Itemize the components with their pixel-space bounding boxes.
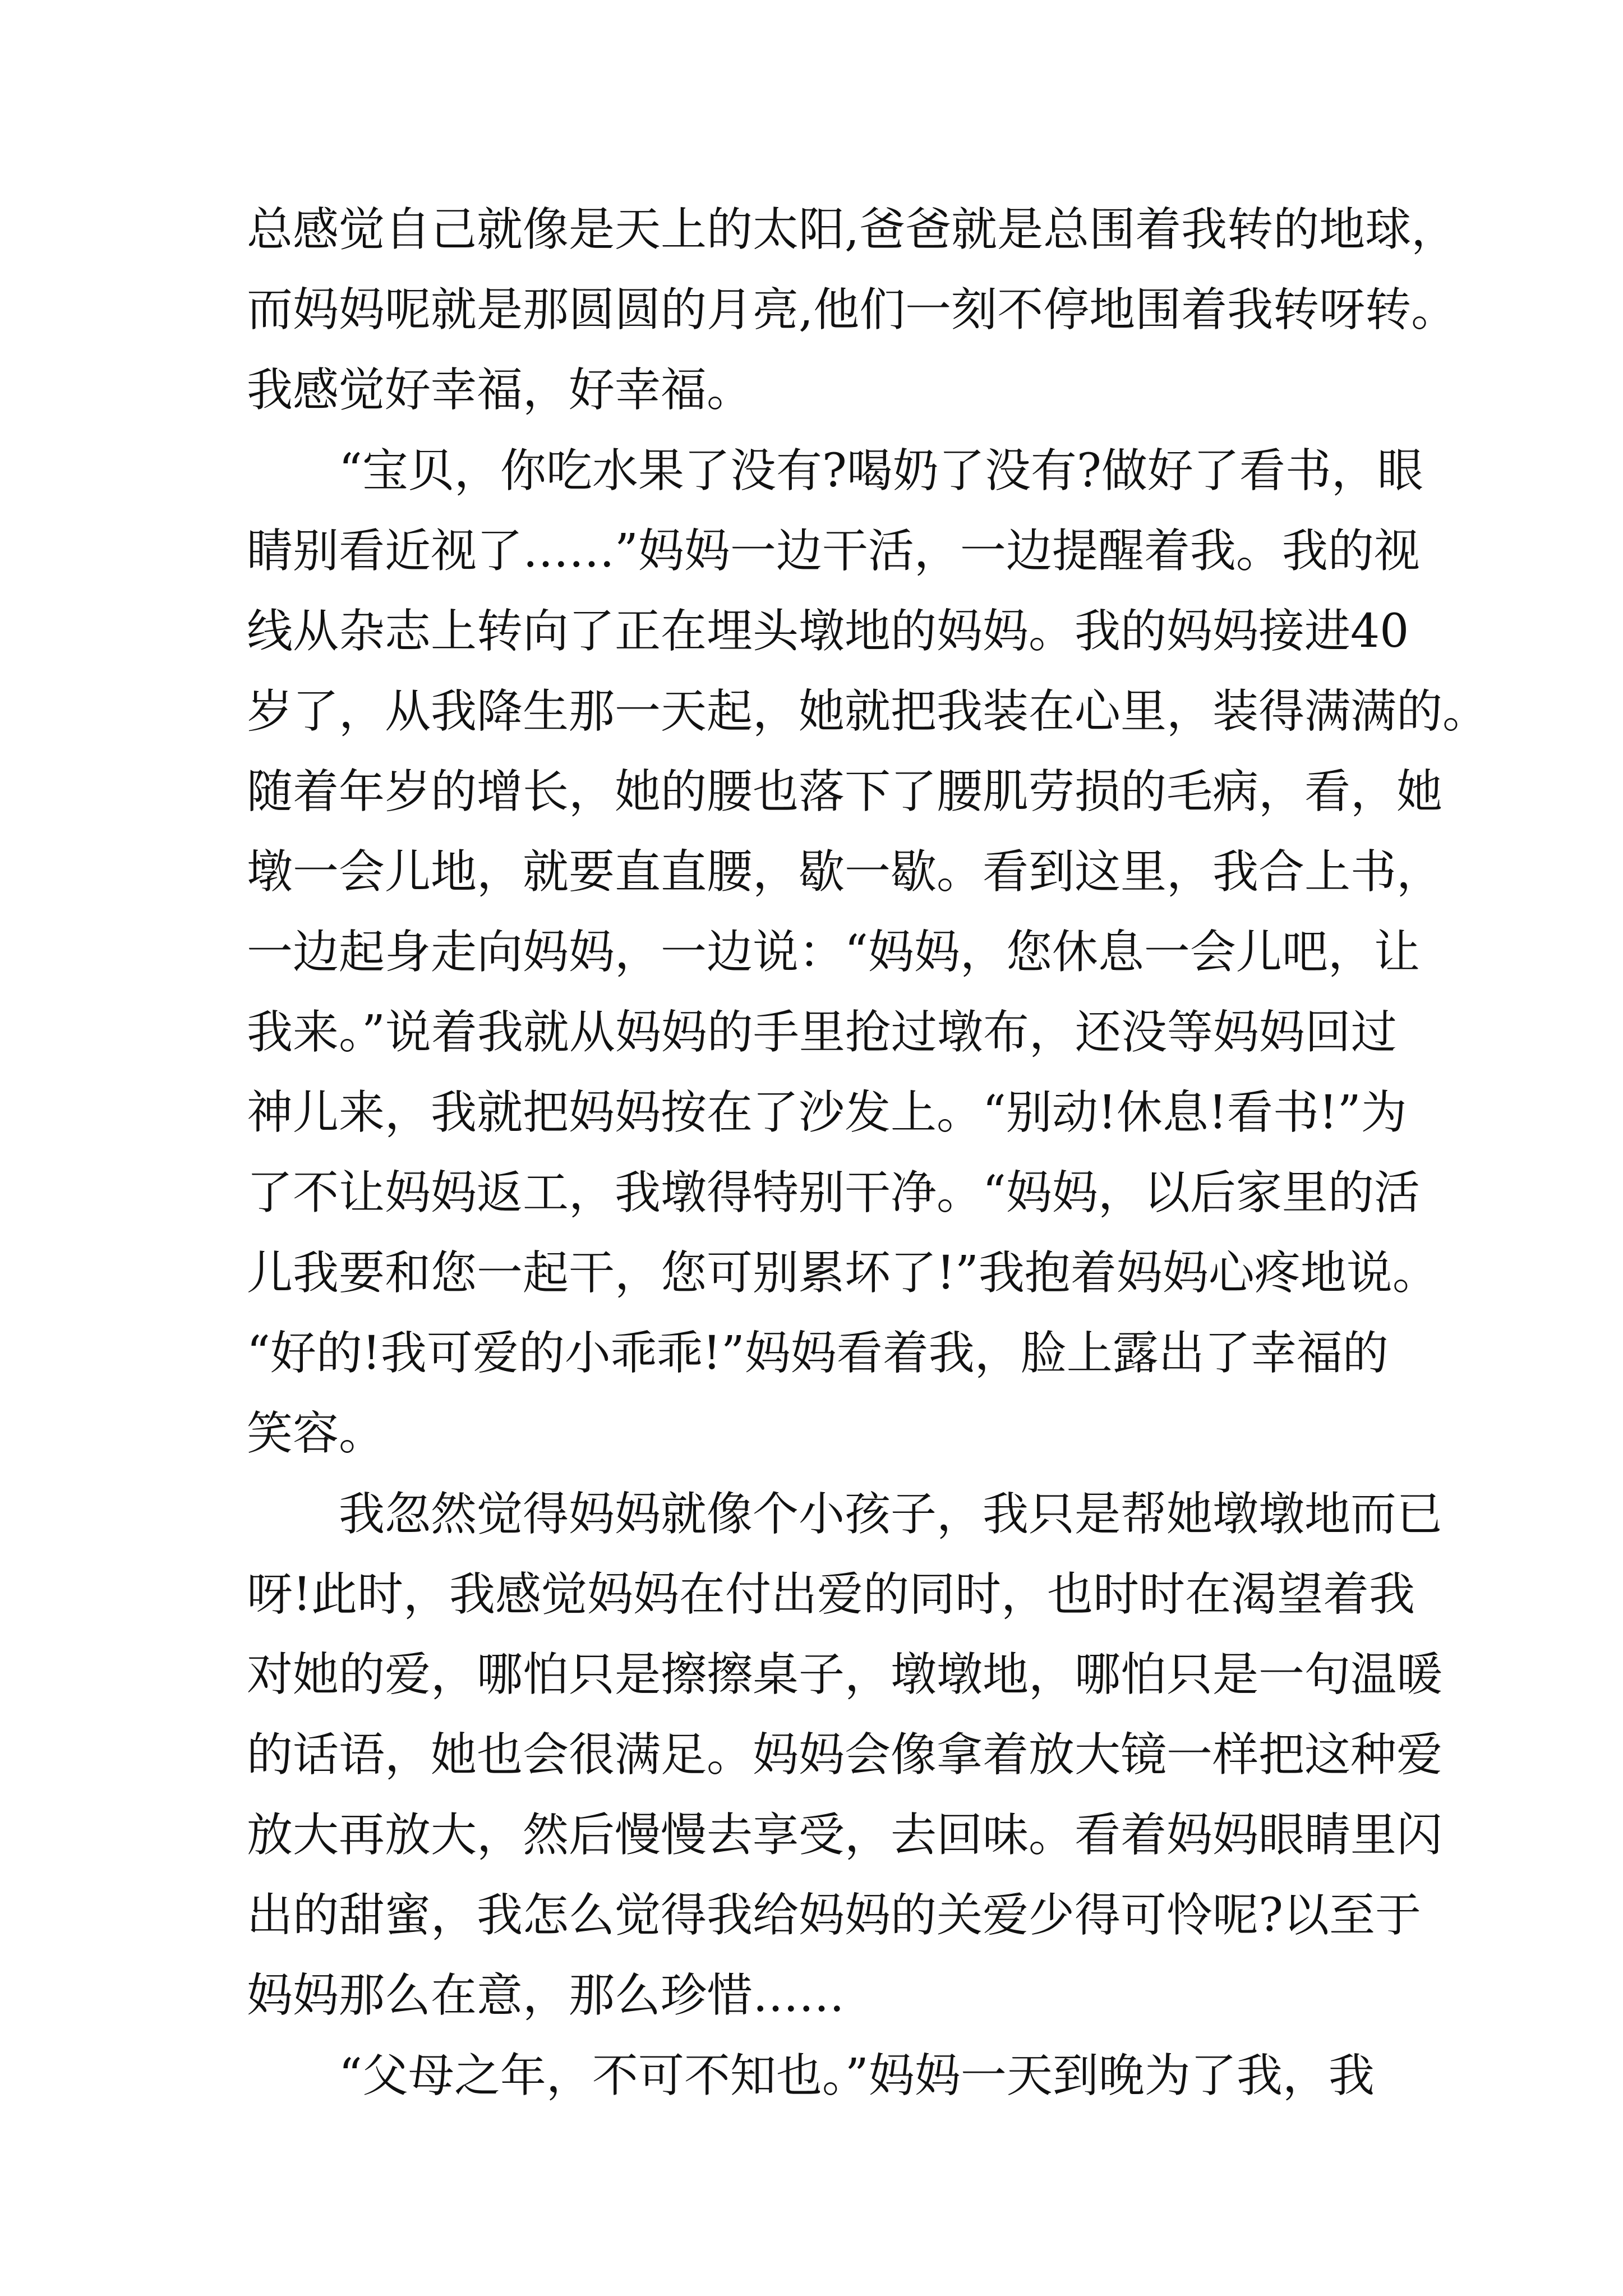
text-line: 呀!此时，我感觉妈妈在付出爱的同时，也时时在渴望着我: [247, 1568, 1415, 1621]
paragraph-start-line: 我忽然觉得妈妈就像个小孩子，我只是帮她墩墩地而已: [339, 1488, 1443, 1541]
text-line: 的话语，她也会很满足。妈妈会像拿着放大镜一样把这种爱: [247, 1728, 1443, 1782]
text-line: 而妈妈呢就是那圆圆的月亮,他们一刻不停地围着我转呀转。: [247, 283, 1458, 337]
text-line: 墩一会儿地，就要直直腰，歇一歇。看到这里，我合上书，: [247, 845, 1443, 899]
text-line: 了不让妈妈返工，我墩得特别干净。“妈妈，以后家里的活: [247, 1166, 1420, 1220]
text-line: 一边起身走向妈妈，一边说：“妈妈，您休息一会儿吧，让: [247, 926, 1420, 979]
text-line: 笑容。: [247, 1407, 385, 1460]
text-line: 神儿来，我就把妈妈按在了沙发上。“别动!休息!看书!”为: [247, 1086, 1407, 1139]
text-line: 线从杂志上转向了正在埋头墩地的妈妈。我的妈妈接进40: [247, 605, 1409, 658]
text-line: 妈妈那么在意，那么珍惜……: [247, 1969, 845, 2022]
text-line: 放大再放大，然后慢慢去享受，去回味。看着妈妈眼睛里闪: [247, 1809, 1443, 1862]
text-line: 总感觉自己就像是天上的太阳,爸爸就是总围着我转的地球，: [247, 203, 1458, 256]
text-line: 对她的爱，哪怕只是擦擦桌子，墩墩地，哪怕只是一句温暖: [247, 1648, 1443, 1701]
text-line: 睛别看近视了……”妈妈一边干活，一边提醒着我。我的视: [247, 524, 1420, 578]
text-line: 我感觉好幸福，好幸福。: [247, 364, 753, 417]
text-line: 随着年岁的增长，她的腰也落下了腰肌劳损的毛病，看，她: [247, 765, 1443, 818]
text-line: 出的甜蜜，我怎么觉得我给妈妈的关爱少得可怜呢?以至于: [247, 1889, 1421, 1942]
paragraph-start-line: “父母之年，不可不知也。”妈妈一天到晚为了我，我: [339, 2049, 1375, 2102]
text-line: 儿我要和您一起干，您可别累坏了!”我抱着妈妈心疼地说。: [247, 1246, 1438, 1300]
text-line: 岁了，从我降生那一天起，她就把我装在心里，装得满满的。: [247, 685, 1489, 738]
paragraph-start-line: “宝贝，你吃水果了没有?喝奶了没有?做好了看书，眼: [339, 444, 1423, 498]
text-line: “好的!我可爱的小乖乖!”妈妈看着我，脸上露出了幸福的: [247, 1327, 1389, 1380]
text-line: 我来。”说着我就从妈妈的手里抢过墩布，还没等妈妈回过: [247, 1006, 1397, 1059]
